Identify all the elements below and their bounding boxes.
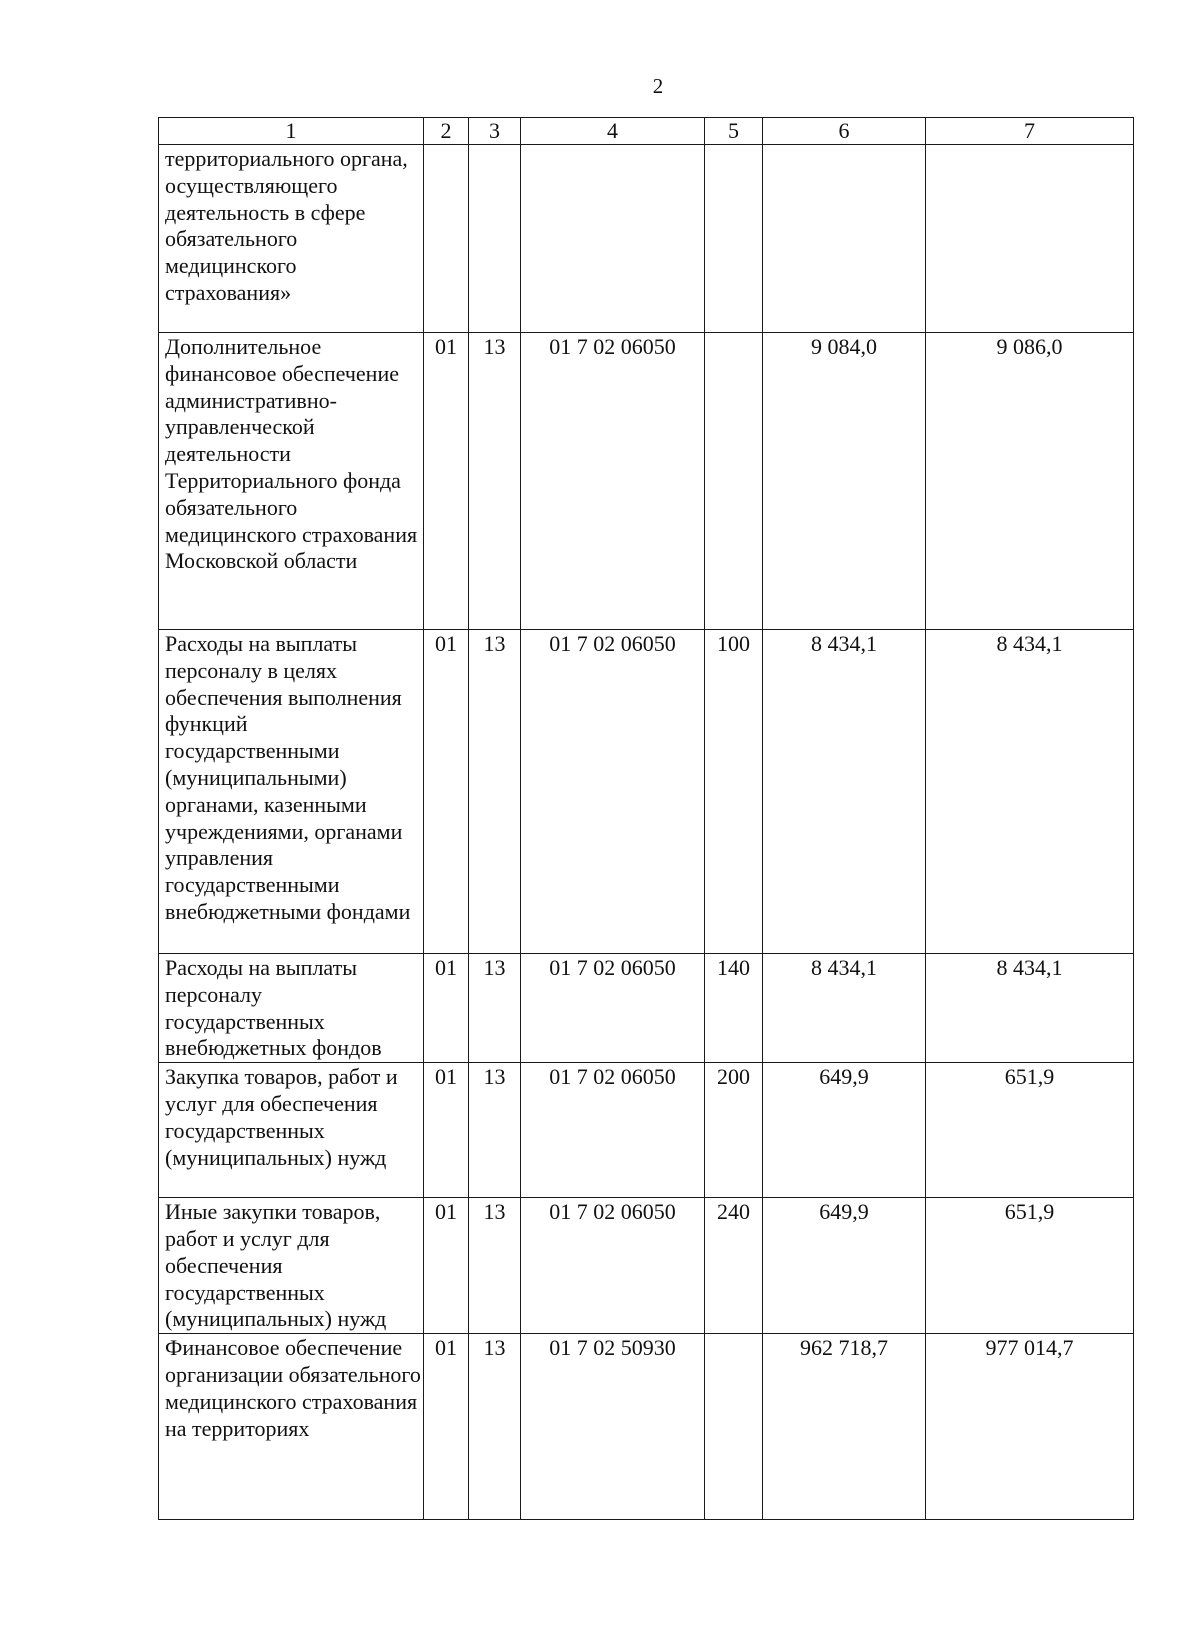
table-row [159, 1334, 1134, 1520]
cell-subsection [469, 145, 521, 333]
cell-subsection: 13 [469, 630, 521, 954]
cell-amount-2: 651,9 [926, 1198, 1134, 1334]
cell-section: 01 [424, 630, 469, 954]
table-row [159, 630, 1134, 954]
cell-expense-type: 240 [705, 1198, 763, 1334]
cell-amount-2: 9 086,0 [926, 333, 1134, 630]
cell-amount-1: 649,9 [763, 1063, 926, 1198]
cell-subsection: 13 [469, 1198, 521, 1334]
column-header: 5 [705, 118, 763, 145]
cell-amount-1 [763, 145, 926, 333]
cell-target-code: 01 7 02 06050 [521, 630, 705, 954]
cell-amount-1: 649,9 [763, 1198, 926, 1334]
row-name: Дополнительное финансовое обеспечение административно-управленческой деятельности Территориального фонда обязательного медицинского страхования Московской области [159, 333, 424, 630]
table-row [159, 145, 1134, 333]
header-row [159, 118, 1134, 145]
cell-section: 01 [424, 1334, 469, 1520]
cell-section [424, 145, 469, 333]
cell-target-code: 01 7 02 06050 [521, 1063, 705, 1198]
cell-amount-2 [926, 145, 1134, 333]
column-header: 2 [424, 118, 469, 145]
table-row [159, 1063, 1134, 1198]
cell-amount-1: 8 434,1 [763, 954, 926, 1063]
cell-target-code: 01 7 02 06050 [521, 1198, 705, 1334]
column-header: 4 [521, 118, 705, 145]
cell-expense-type [705, 145, 763, 333]
column-header: 7 [926, 118, 1134, 145]
table-row [159, 333, 1134, 630]
column-header: 3 [469, 118, 521, 145]
cell-subsection: 13 [469, 333, 521, 630]
row-name: Финансовое обеспечение организации обязательного медицинского страхования на территориях [159, 1334, 424, 1520]
cell-subsection: 13 [469, 1334, 521, 1520]
row-name: Закупка товаров, работ и услуг для обеспечения государственных (муниципальных) нужд [159, 1063, 424, 1198]
cell-expense-type: 200 [705, 1063, 763, 1198]
row-name: Расходы на выплаты персоналу государственных внебюджетных фондов [159, 954, 424, 1063]
cell-section: 01 [424, 333, 469, 630]
cell-target-code: 01 7 02 50930 [521, 1334, 705, 1520]
cell-amount-2: 8 434,1 [926, 630, 1134, 954]
page-number: 2 [652, 74, 664, 98]
cell-amount-2: 977 014,7 [926, 1334, 1134, 1520]
cell-amount-2: 8 434,1 [926, 954, 1134, 1063]
cell-subsection: 13 [469, 954, 521, 1063]
column-header: 6 [763, 118, 926, 145]
cell-amount-1: 9 084,0 [763, 333, 926, 630]
cell-amount-1: 962 718,7 [763, 1334, 926, 1520]
row-name: территориального органа, осуществляющего деятельность в сфере обязательного медицинского страхования» [159, 145, 424, 333]
cell-section: 01 [424, 1063, 469, 1198]
budget-table [158, 117, 1134, 1520]
row-name: Иные закупки товаров, работ и услуг для обеспечения государственных (муниципальных) нужд [159, 1198, 424, 1334]
column-header: 1 [159, 118, 424, 145]
cell-amount-2: 651,9 [926, 1063, 1134, 1198]
table-row [159, 954, 1134, 1063]
cell-target-code: 01 7 02 06050 [521, 954, 705, 1063]
cell-target-code: 01 7 02 06050 [521, 333, 705, 630]
row-name: Расходы на выплаты персоналу в целях обеспечения выполнения функций государственными (муниципальными) органами, казенными учреждениями, органами управления государственными внебюджетными фондами [159, 630, 424, 954]
cell-expense-type [705, 1334, 763, 1520]
cell-expense-type: 100 [705, 630, 763, 954]
cell-amount-1: 8 434,1 [763, 630, 926, 954]
cell-subsection: 13 [469, 1063, 521, 1198]
cell-expense-type: 140 [705, 954, 763, 1063]
cell-section: 01 [424, 1198, 469, 1334]
cell-target-code [521, 145, 705, 333]
table-row [159, 1198, 1134, 1334]
cell-expense-type [705, 333, 763, 630]
cell-section: 01 [424, 954, 469, 1063]
